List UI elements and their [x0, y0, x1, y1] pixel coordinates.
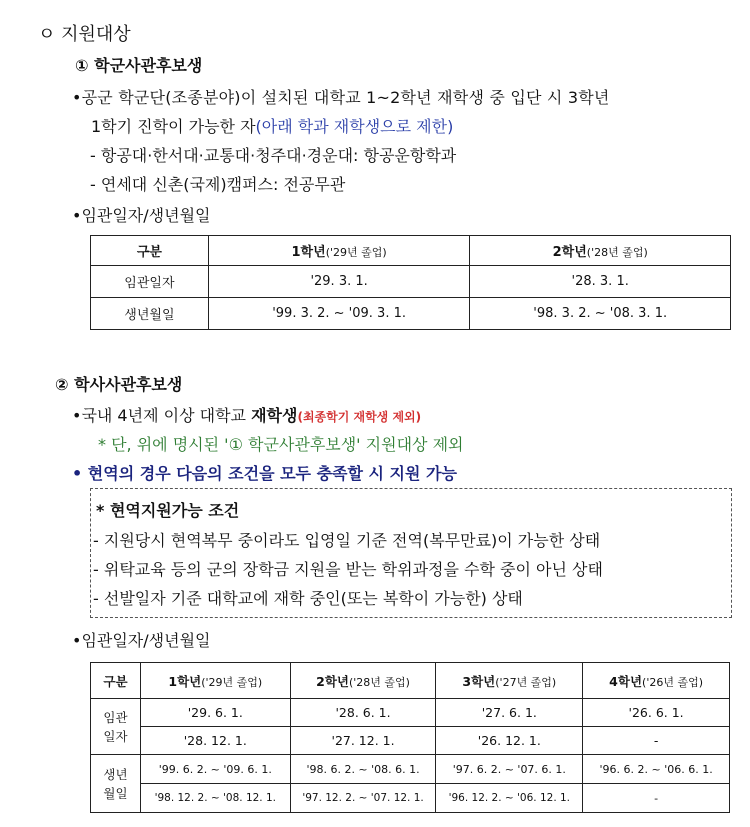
part2-heading: ② 학사사관후보생	[55, 375, 183, 394]
table-row	[91, 298, 731, 330]
part2-bullet1	[72, 403, 421, 426]
table-row	[91, 699, 730, 727]
table-cell: '28. 12. 1.	[140, 727, 290, 755]
part1-heading: ① 학군사관후보생	[75, 56, 203, 75]
part2-bullet3: •임관일자/생년월일	[72, 631, 211, 650]
header-cell: 2학년('28년 졸업)	[470, 236, 731, 266]
header-cell: 2학년('28년 졸업)	[290, 663, 436, 699]
conditions-title: * 현역지원가능 조건	[96, 501, 240, 520]
table-cell: '97. 12. 2. ~ '07. 12. 1.	[290, 784, 436, 813]
condition-item: - 위탁교육 등의 군의 장학금 지원을 받는 학위과정을 수학 중이 아닌 상태	[93, 560, 603, 579]
row-label: 임관 일자	[91, 699, 141, 755]
table-row	[91, 784, 730, 813]
table-cell: '97. 6. 2. ~ '07. 6. 1.	[436, 755, 583, 784]
table-header-row	[91, 663, 730, 699]
table-row	[91, 266, 731, 298]
part2-bullet2: • 현역의 경우 다음의 조건을 모두 충족할 시 지원 가능	[72, 464, 457, 483]
table-cell: '98. 3. 2. ~ '08. 3. 1.	[470, 298, 731, 330]
part1-bullet1-line1: •공군 학군단(조종분야)이 설치된 대학교 1~2학년 재학생 중 입단 시 3학년	[72, 88, 610, 107]
table-cell: '28. 6. 1.	[290, 699, 436, 727]
part1-bullet1-main: 1학기 진학이 가능한 자	[91, 117, 256, 136]
table-cell: '27. 6. 1.	[436, 699, 583, 727]
table-cell: '99. 6. 2. ~ '09. 6. 1.	[140, 755, 290, 784]
part2-bullet1-bold: 재학생	[251, 406, 298, 425]
part2-bullet1-prefix: •국내 4년제 이상 대학교	[72, 406, 252, 425]
condition-item: - 선발일자 기준 대학교에 재학 중인(또는 복학이 가능한) 상태	[93, 589, 523, 608]
part2-bullet1-note: (최종학기 재학생 제외)	[297, 410, 422, 424]
part1-bullet1-line2	[91, 114, 453, 137]
header-cell: 1학년('29년 졸업)	[208, 236, 470, 266]
row-label: 생년월일	[91, 298, 209, 330]
table-row	[91, 727, 730, 755]
table-cell: '96. 6. 2. ~ '06. 6. 1.	[583, 755, 730, 784]
table-cell: '29. 3. 1.	[208, 266, 470, 298]
table-row	[91, 755, 730, 784]
header-cell: 구분	[91, 663, 141, 699]
part1-bullet1-note: (아래 학과 재학생으로 제한)	[255, 117, 454, 136]
section-title: ㅇ 지원대상	[38, 24, 131, 45]
part1-dash2: - 연세대 신촌(국제)캠퍼스: 전공무관	[90, 175, 346, 194]
table-cell: -	[583, 727, 730, 755]
table-cell: -	[583, 784, 730, 813]
header-cell: 구분	[91, 236, 209, 266]
part2-note: * 단, 위에 명시된 '① 학군사관후보생' 지원대상 제외	[98, 435, 464, 454]
header-cell: 4학년('26년 졸업)	[583, 663, 730, 699]
table-cell: '96. 12. 2. ~ '06. 12. 1.	[436, 784, 583, 813]
header-cell: 3학년('27년 졸업)	[436, 663, 583, 699]
table-cell: '99. 3. 2. ~ '09. 3. 1.	[208, 298, 470, 330]
table-cell: '98. 6. 2. ~ '08. 6. 1.	[290, 755, 436, 784]
part2-table	[90, 662, 730, 813]
part1-table	[90, 235, 731, 330]
table-cell: '26. 12. 1.	[436, 727, 583, 755]
table-cell: '28. 3. 1.	[470, 266, 731, 298]
table-cell: '98. 12. 2. ~ '08. 12. 1.	[140, 784, 290, 813]
header-cell: 1학년('29년 졸업)	[140, 663, 290, 699]
row-label: 생년 월일	[91, 755, 141, 813]
row-label: 임관일자	[91, 266, 209, 298]
table-cell: '29. 6. 1.	[140, 699, 290, 727]
part1-bullet2: •임관일자/생년월일	[72, 206, 211, 225]
table-cell: '26. 6. 1.	[583, 699, 730, 727]
condition-item: - 지원당시 현역복무 중이라도 입영일 기준 전역(복무만료)이 가능한 상태	[93, 531, 601, 550]
table-header-row	[91, 236, 731, 266]
part1-dash1: - 항공대·한서대·교통대·청주대·경운대: 항공운항학과	[90, 146, 457, 165]
table-cell: '27. 12. 1.	[290, 727, 436, 755]
